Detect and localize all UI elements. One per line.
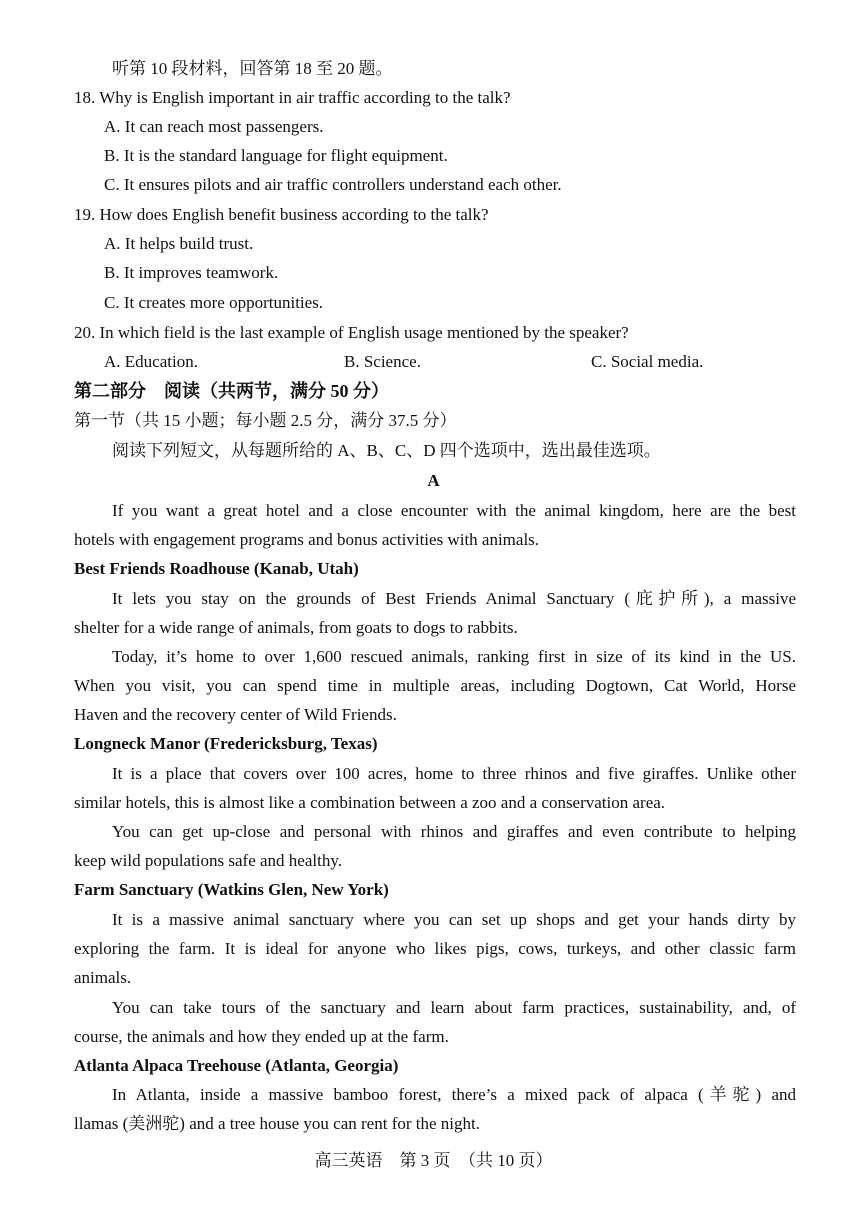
- passage-line: You can get up-close and personal with rhinos and giraffes and even contribute to helping: [112, 822, 796, 841]
- passage-line: animals.: [74, 968, 132, 987]
- passage-line: exploring the farm. It is ideal for anyone who likes pigs, cows, turkeys, and other classic farm: [74, 939, 796, 958]
- passage-line: similar hotels, this is almost like a combination between a zoo and a conservation area.: [74, 793, 666, 812]
- passage-line: When you visit, you can spend time in multiple areas, including Dogtown, Cat World, Horse: [74, 676, 796, 695]
- passage-heading: Farm Sanctuary (Watkins Glen, New York): [74, 880, 389, 899]
- reading-part-title: 第二部分 阅读（共两节，满分 50 分）: [74, 381, 389, 401]
- listening-intro: 听第 10 段材料，回答第 18 至 20 题。: [112, 59, 393, 78]
- passage-line: If you want a great hotel and a close encounter with the animal kingdom, here are the best: [112, 501, 796, 520]
- passage-line: It is a place that covers over 100 acres, home to three rhinos and five giraffes. Unlike other: [112, 764, 796, 783]
- passage-line: You can take tours of the sanctuary and learn about farm practices, sustainability, and, of: [112, 998, 796, 1017]
- question-20-stem: 20. In which field is the last example of English usage mentioned by the speaker?: [74, 323, 629, 342]
- passage-line: keep wild populations safe and healthy.: [74, 851, 342, 870]
- reading-instruction: 阅读下列短文，从每题所给的 A、B、C、D 四个选项中，选出最佳选项。: [112, 441, 661, 460]
- question-20-option-c: C. Social media.: [591, 352, 704, 371]
- question-19-option-a: A. It helps build trust.: [104, 234, 254, 253]
- passage-line: In Atlanta, inside a massive bamboo forest, there’s a mixed pack of alpaca (羊驼) and: [112, 1085, 796, 1104]
- passage-heading: Atlanta Alpaca Treehouse (Atlanta, Georgia): [74, 1056, 399, 1075]
- passage-line: It is a massive animal sanctuary where you can set up shops and get your hands dirty by: [112, 910, 796, 929]
- passage-line: course, the animals and how they ended up at the farm.: [74, 1027, 449, 1046]
- passage-line: llamas (美洲驼) and a tree house you can rent for the night.: [74, 1114, 480, 1133]
- page-footer: 高三英语 第 3 页 （共 10 页）: [314, 1151, 553, 1170]
- question-19-option-b: B. It improves teamwork.: [104, 263, 279, 282]
- question-19-stem: 19. How does English benefit business according to the talk?: [74, 205, 489, 224]
- passage-label: A: [427, 471, 440, 490]
- passage-line: It lets you stay on the grounds of Best Friends Animal Sanctuary (庇护所), a massive: [112, 589, 796, 608]
- question-20-option-a: A. Education.: [104, 352, 198, 371]
- passage-line: hotels with engagement programs and bonus activities with animals.: [74, 530, 540, 549]
- passage-line: Today, it’s home to over 1,600 rescued animals, ranking first in size of its kind in the US.: [112, 647, 796, 666]
- reading-section-title: 第一节（共 15 小题；每小题 2.5 分，满分 37.5 分）: [74, 411, 457, 430]
- passage-heading: Longneck Manor (Fredericksburg, Texas): [74, 734, 378, 753]
- question-18-stem: 18. Why is English important in air traffic according to the talk?: [74, 88, 511, 107]
- question-20-option-b: B. Science.: [344, 352, 421, 371]
- question-19-option-c: C. It creates more opportunities.: [104, 293, 324, 312]
- question-18-option-b: B. It is the standard language for flight equipment.: [104, 146, 448, 165]
- passage-line: Haven and the recovery center of Wild Friends.: [74, 705, 397, 724]
- passage-heading: Best Friends Roadhouse (Kanab, Utah): [74, 559, 359, 578]
- question-18-option-a: A. It can reach most passengers.: [104, 117, 324, 136]
- passage-line: shelter for a wide range of animals, from goats to dogs to rabbits.: [74, 618, 518, 637]
- question-18-option-c: C. It ensures pilots and air traffic controllers understand each other.: [104, 175, 562, 194]
